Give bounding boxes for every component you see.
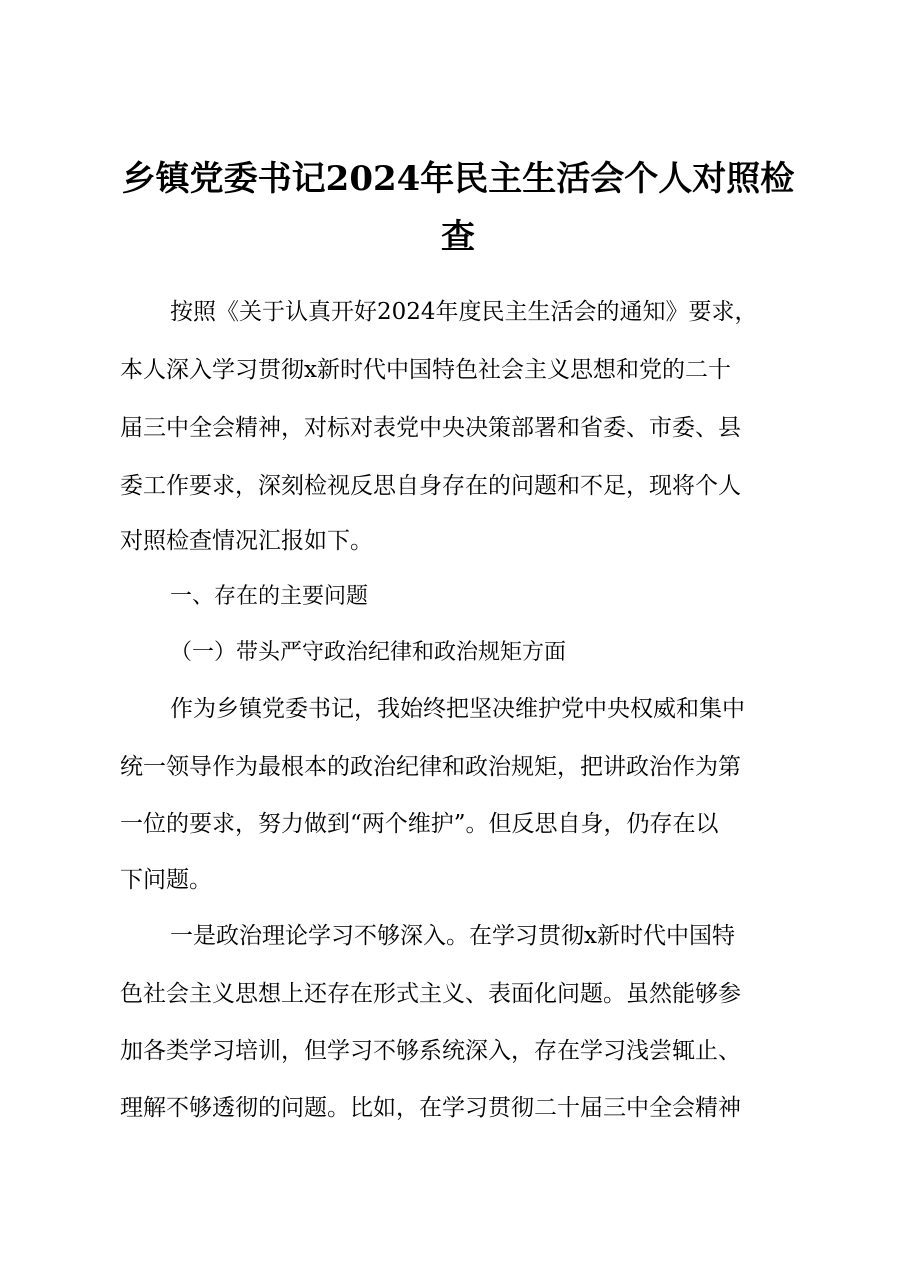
paragraph-line: 对照检查情况汇报如下。	[120, 528, 373, 554]
paragraph-line: 理解不够透彻的问题。比如，在学习贯彻二十届三中全会精神	[120, 1095, 741, 1121]
section-heading: 一、存在的主要问题	[170, 584, 369, 609]
paragraph-line: 作为乡镇党委书记，我始终把坚决维护党中央权威和集中	[170, 696, 745, 722]
paragraph-line: 本人深入学习贯彻x新时代中国特色社会主义思想和党的二十	[120, 357, 731, 383]
paragraph-line: 委工作要求，深刻检视反思自身存在的问题和不足，现将个人	[120, 473, 741, 499]
paragraph-line: 加各类学习培训，但学习不够系统深入，存在学习浅尝辄止、	[120, 1038, 741, 1064]
paragraph-line: 按照《关于认真开好2024年度民主生活会的通知》要求，	[170, 299, 758, 325]
subsection-heading: （一）带头严守政治纪律和政治规矩方面	[170, 640, 567, 665]
paragraph-line: 一位的要求，努力做到“两个维护”。但反思自身，仍存在以	[120, 811, 719, 837]
paragraph-line: 统一领导作为最根本的政治纪律和政治规矩，把讲政治作为第	[120, 754, 741, 780]
paragraph-line: 一是政治理论学习不够深入。在学习贯彻x新时代中国特	[170, 923, 735, 949]
paragraph-line: 下问题。	[120, 867, 212, 893]
paragraph-line: 色社会主义思想上还存在形式主义、表面化问题。虽然能够参	[120, 981, 741, 1007]
document-title: 乡镇党委书记2024年民主生活会个人对照检查	[121, 159, 795, 257]
paragraph-line: 届三中全会精神，对标对表党中央决策部署和省委、市委、县	[120, 415, 741, 441]
